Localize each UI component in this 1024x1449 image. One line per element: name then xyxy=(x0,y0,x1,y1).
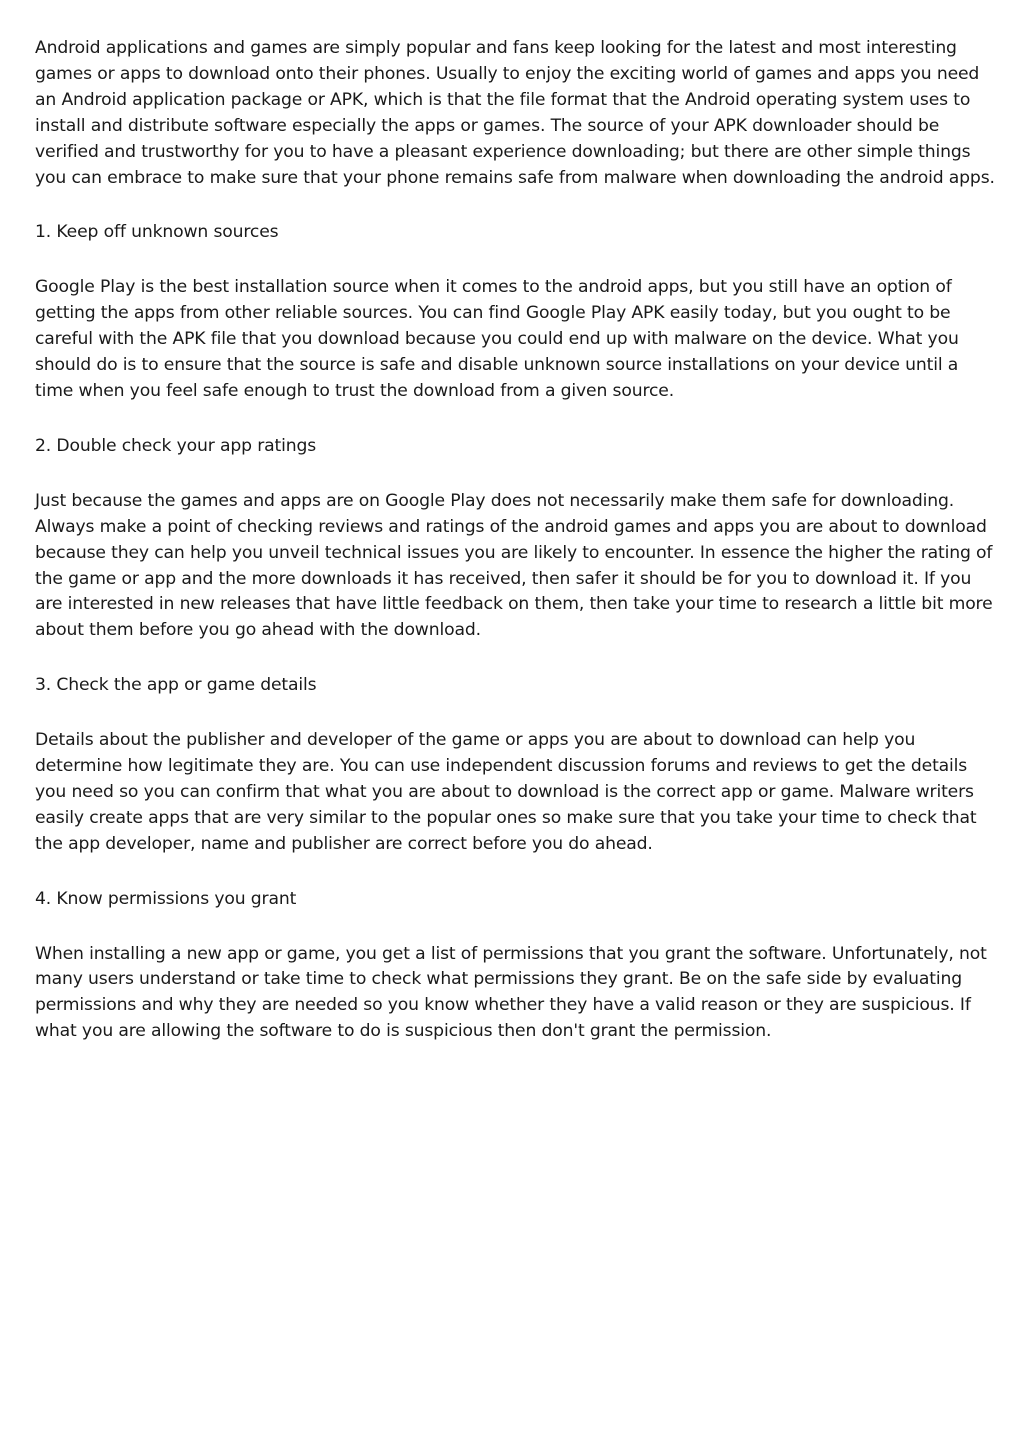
section-body-4: When installing a new app or game, you get a list of permissions that you grant the software. Unfortunately, not many users understand or take time to check what permissions they grant. Be on the safe side by evaluating permissions and why they are needed so you know whether they have a valid reason or they are suspicious. If what you are allowing the software to do is suspicious then don't grant the permission. xyxy=(35,943,987,1042)
section-heading-3: 3. Check the app or game details xyxy=(35,675,317,696)
section-heading-2: 2. Double check your app ratings xyxy=(35,435,317,456)
section-heading-1: 1. Keep off unknown sources xyxy=(35,222,279,243)
section-heading-4: 4. Know permissions you grant xyxy=(35,888,297,909)
section-body-1: Google Play is the best installation source when it comes to the android apps, but you still have an option of getting the apps from other reliable sources. You can find Google Play APK easily today, but you ought to be careful with the APK file that you download because you could end up with malware on the device. What you should do is to ensure that the source is safe and disable unknown source installations on your device until a time when you feel safe enough to trust the download from a given source. xyxy=(35,277,959,401)
section-body-3: Details about the publisher and developer of the game or apps you are about to download can help you determine how legitimate they are. You can use independent discussion forums and reviews to get the details you need so you can confirm that what you are about to download is the correct app or game. Malware writers easily create apps that are very similar to the popular ones so make sure that you take your time to check that the app developer, name and publisher are correct before you do ahead. xyxy=(35,730,977,854)
intro-paragraph: Android applications and games are simply popular and fans keep looking for the latest and most interesting games or apps to download onto their phones. Usually to enjoy the exciting world of games and apps you need an Android application package or APK, which is that the file format that the Android operating system uses to install and distribute software especially the apps or games. The source of your APK downloader should be verified and trustworthy for you to have a pleasant experience downloading; but there are other simple things you can embrace to make sure that your phone remains safe from malware when downloading the android apps. xyxy=(35,38,995,188)
document-page xyxy=(35,36,995,1074)
section-body-2: Just because the games and apps are on Google Play does not necessarily make them safe for downloading. Always make a point of checking reviews and ratings of the android games and apps you are about to download because they can help you unveil technical issues you are likely to encounter. In essence the higher the rating of the game or app and the more downloads it has received, then safer it should be for you to download it. If you are interested in new releases that have little feedback on them, then take your time to research a little bit more about them before you go ahead with the download. xyxy=(35,490,993,641)
